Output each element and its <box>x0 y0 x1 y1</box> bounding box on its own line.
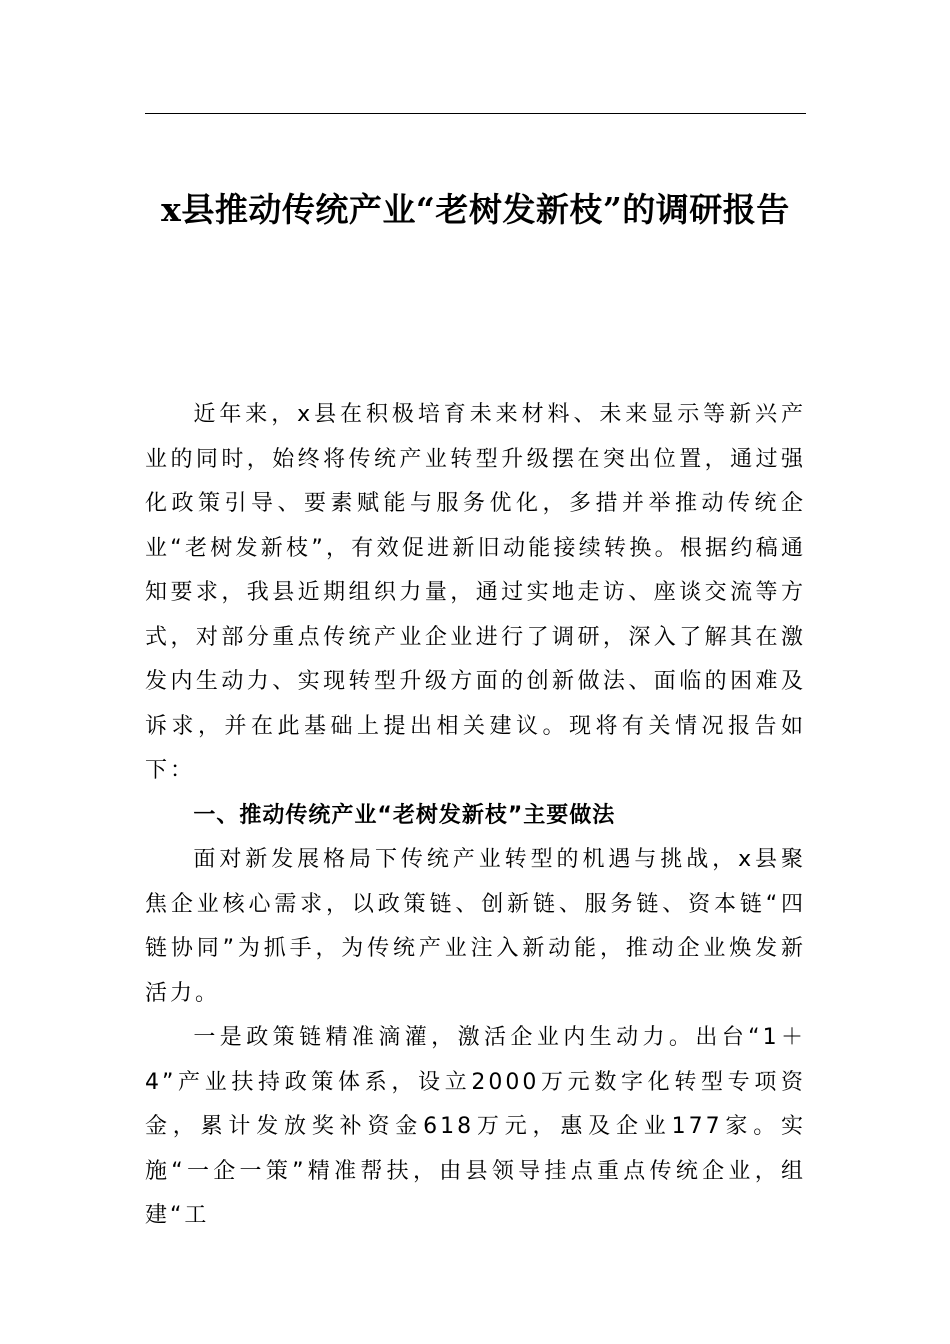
document-title: x县推动传统产业“老树发新枝”的调研报告 <box>161 190 790 229</box>
header-rule <box>145 113 806 114</box>
section-intro-paragraph: 面对新发展格局下传统产业转型的机遇与挑战，x县聚焦企业核心需求，以政策链、创新链、服务链、资本链“四链协同”为抓手，为传统产业注入新动能，推动企业焕发新活力。 <box>145 847 806 1006</box>
intro-paragraph: 近年来，x县在积极培育未来材料、未来显示等新兴产业的同时，始终将传统产业转型升级摆在突出位置，通过强化政策引导、要素赋能与服务优化，多措并举推动传统企业“老树发新枝”，有效促进新旧动能接续转换。根据约稿通知要求，我县近期组织力量，通过实地走访、座谈交流等方式，对部分重点传统产业企业进行了调研，深入了解其在激发内生动力、实现转型升级方面的创新做法、面临的困难及诉求，并在此基础上提出相关建议。现将有关情况报告如下： <box>145 402 806 783</box>
section-heading: 一、推动传统产业“老树发新枝”主要做法 <box>193 802 616 828</box>
policy-chain-paragraph: 一是政策链精准滴灌，激活企业内生动力。出台“1＋4”产业扶持政策体系，设立2000万元数字化转型专项资金，累计发放奖补资金618万元，惠及企业177家。实施“一企一策”精准帮扶，由县领导挂点重点传统企业，组建“工 <box>145 1025 806 1228</box>
document-body <box>145 393 806 1239</box>
